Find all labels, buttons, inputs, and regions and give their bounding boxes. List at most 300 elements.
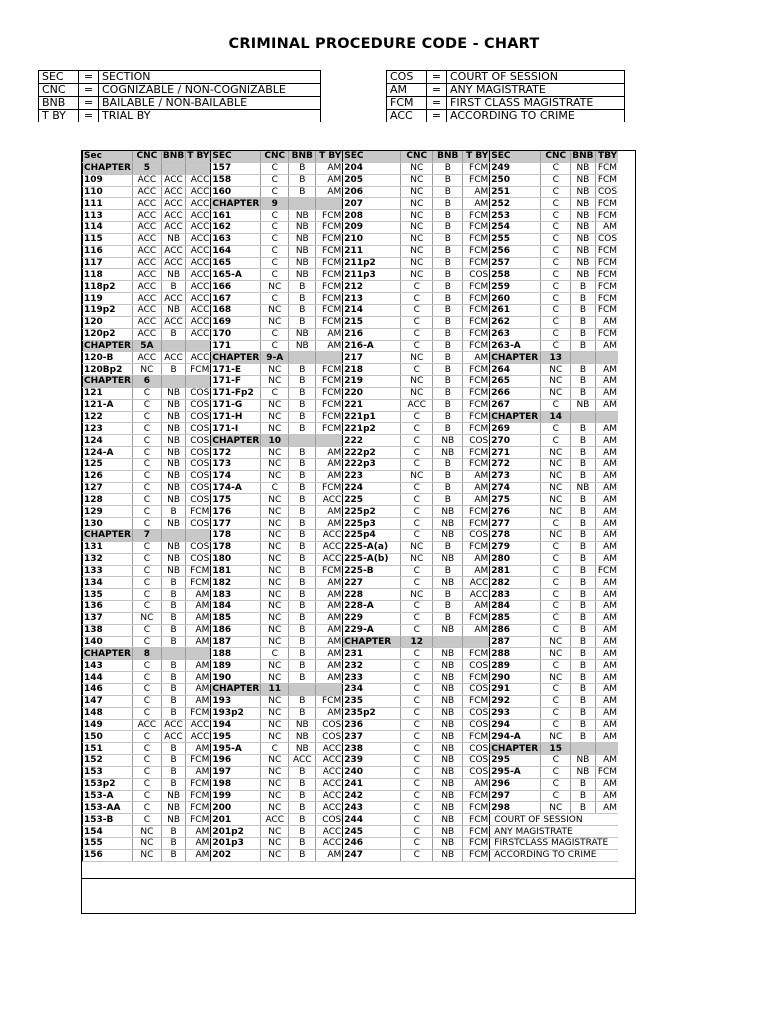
bnb-cell: B bbox=[433, 174, 463, 186]
bnb-cell: B bbox=[571, 612, 595, 624]
table-row bbox=[83, 376, 619, 388]
column-header: SEC bbox=[343, 151, 401, 162]
trial-by-cell: AM bbox=[595, 340, 618, 352]
section-cell: 119p2 bbox=[83, 304, 133, 316]
cnc-cell: ACC bbox=[132, 257, 161, 269]
trial-by-cell: AM bbox=[186, 766, 211, 778]
section-cell: 121 bbox=[83, 387, 133, 399]
section-cell: 202 bbox=[211, 849, 261, 861]
bnb-cell: B bbox=[571, 304, 595, 316]
trial-by-cell: AM bbox=[595, 553, 618, 565]
bnb-cell: NB bbox=[571, 482, 595, 494]
section-cell: 249 bbox=[490, 162, 541, 174]
section-cell: 110 bbox=[83, 186, 133, 198]
bnb-cell: NB bbox=[433, 624, 463, 636]
table-row bbox=[83, 601, 619, 613]
cnc-cell: C bbox=[541, 210, 571, 222]
trial-by-cell: FCM bbox=[595, 269, 618, 281]
cnc-cell: ACC bbox=[132, 328, 161, 340]
cnc-cell: NC bbox=[261, 790, 289, 802]
cnc-cell: NC bbox=[261, 541, 289, 553]
cnc-cell: C bbox=[132, 672, 161, 684]
legend-row bbox=[387, 71, 625, 84]
bnb-cell: B bbox=[571, 387, 595, 399]
bnb-cell: NB bbox=[161, 269, 185, 281]
section-cell: 266 bbox=[490, 387, 541, 399]
bnb-cell: NB bbox=[571, 269, 595, 281]
legend-equals: = bbox=[79, 110, 99, 123]
cnc-cell: NC bbox=[261, 731, 289, 743]
trial-by-cell: AM bbox=[316, 447, 343, 459]
cnc-cell: NC bbox=[261, 411, 289, 423]
section-cell: 150 bbox=[83, 731, 133, 743]
cnc-cell: C bbox=[261, 233, 289, 245]
cnc-cell: NC bbox=[261, 304, 289, 316]
trial-by-cell: AM bbox=[186, 589, 211, 601]
chapter-cell: CHAPTER bbox=[212, 684, 260, 695]
section-cell: 291 bbox=[490, 683, 541, 695]
section-cell: 293 bbox=[490, 707, 541, 719]
section-cell: 257 bbox=[490, 257, 541, 269]
cnc-cell: C bbox=[541, 423, 571, 435]
cnc-cell: C bbox=[132, 387, 161, 399]
bnb-cell: B bbox=[289, 541, 316, 553]
cnc-cell: C bbox=[541, 755, 571, 767]
bnb-cell: B bbox=[289, 695, 316, 707]
cnc-cell: C bbox=[401, 778, 433, 790]
legend-equals: = bbox=[427, 97, 447, 110]
table-row bbox=[83, 352, 619, 364]
trial-by-cell: AM bbox=[316, 660, 343, 672]
cnc-cell: C bbox=[132, 541, 161, 553]
cnc-cell: C bbox=[401, 660, 433, 672]
cnc-cell: ACC bbox=[132, 222, 161, 234]
trial-by-cell: FCM bbox=[316, 304, 343, 316]
bnb-cell: B bbox=[289, 364, 316, 376]
section-cell: 235p2 bbox=[343, 707, 401, 719]
trial-by-cell: ACC bbox=[186, 316, 211, 328]
cnc-cell: C bbox=[132, 814, 161, 826]
section-cell: 111 bbox=[83, 198, 133, 210]
cnc-cell: C bbox=[401, 577, 433, 589]
trial-by-cell: FCM bbox=[316, 565, 343, 577]
table-row bbox=[83, 755, 619, 767]
bnb-cell: B bbox=[161, 506, 185, 518]
bnb-cell: NB bbox=[433, 577, 463, 589]
chapter-cell: 5A bbox=[132, 340, 161, 352]
bnb-cell: B bbox=[161, 364, 185, 376]
bnb-cell: B bbox=[289, 601, 316, 613]
section-cell: 154 bbox=[83, 826, 133, 838]
bnb-cell: B bbox=[433, 222, 463, 234]
section-cell: 173 bbox=[211, 458, 261, 470]
trial-by-cell: FCM bbox=[463, 612, 490, 624]
cnc-cell: ACC bbox=[401, 399, 433, 411]
section-cell: 162 bbox=[211, 222, 261, 234]
bnb-cell: B bbox=[289, 423, 316, 435]
section-cell: 196 bbox=[211, 755, 261, 767]
chapter-cell bbox=[161, 530, 185, 542]
cnc-cell: C bbox=[401, 328, 433, 340]
bnb-cell: B bbox=[571, 470, 595, 482]
cnc-cell: ACC bbox=[132, 281, 161, 293]
bnb-cell: B bbox=[161, 743, 185, 755]
bnb-cell: ACC bbox=[161, 731, 185, 743]
legend-meaning: BAILABLE / NON-BAILABLE bbox=[99, 97, 321, 110]
cnc-cell: NC bbox=[401, 257, 433, 269]
cnc-cell: C bbox=[261, 162, 289, 174]
section-cell: 229 bbox=[343, 612, 401, 624]
section-cell: 168 bbox=[211, 304, 261, 316]
table-row bbox=[83, 707, 619, 719]
section-cell: 209 bbox=[343, 222, 401, 234]
section-cell: 130 bbox=[83, 518, 133, 530]
chapter-cell bbox=[316, 435, 343, 447]
section-cell: 190 bbox=[211, 672, 261, 684]
legend-meaning: ANY MAGISTRATE bbox=[447, 84, 625, 97]
bnb-cell: B bbox=[571, 648, 595, 660]
bnb-cell: NB bbox=[433, 553, 463, 565]
bnb-cell: NB bbox=[289, 328, 316, 340]
bnb-cell: B bbox=[161, 766, 185, 778]
section-cell: 193 bbox=[211, 695, 261, 707]
trial-by-cell: FCM bbox=[316, 399, 343, 411]
bnb-cell: B bbox=[289, 636, 316, 648]
cnc-cell: NC bbox=[541, 364, 571, 376]
trial-by-cell: ACC bbox=[186, 269, 211, 281]
cnc-cell: NC bbox=[401, 589, 433, 601]
cnc-cell: C bbox=[541, 233, 571, 245]
chapter-cell bbox=[186, 376, 211, 388]
cnc-cell: C bbox=[401, 601, 433, 613]
trial-by-cell: COS bbox=[186, 470, 211, 482]
chapter-cell: CHAPTER bbox=[84, 648, 131, 659]
chapter-cell: 14 bbox=[541, 411, 571, 423]
bnb-cell: B bbox=[571, 423, 595, 435]
cnc-cell: NC bbox=[261, 826, 289, 838]
bnb-cell: NB bbox=[289, 340, 316, 352]
trial-by-cell: COS bbox=[463, 269, 490, 281]
section-cell: 243 bbox=[343, 802, 401, 814]
blank-footer-box bbox=[82, 878, 635, 914]
cnc-cell: C bbox=[401, 411, 433, 423]
bnb-cell: B bbox=[433, 364, 463, 376]
cnc-cell: NC bbox=[261, 837, 289, 849]
trial-by-cell: AM bbox=[463, 601, 490, 613]
cnc-cell: ACC bbox=[132, 174, 161, 186]
footnote-cell: FIRSTCLASS MAGISTRATE bbox=[490, 837, 618, 849]
cnc-cell: C bbox=[401, 340, 433, 352]
cnc-cell: C bbox=[261, 174, 289, 186]
section-cell: 214 bbox=[343, 304, 401, 316]
section-cell: 211 bbox=[343, 245, 401, 257]
bnb-cell: ACC bbox=[161, 186, 185, 198]
table-row bbox=[83, 624, 619, 636]
trial-by-cell: FCM bbox=[463, 210, 490, 222]
cnc-cell: C bbox=[541, 565, 571, 577]
bnb-cell: B bbox=[433, 399, 463, 411]
bnb-cell: NB bbox=[289, 210, 316, 222]
bnb-cell: B bbox=[571, 802, 595, 814]
cnc-cell: NC bbox=[541, 648, 571, 660]
trial-by-cell: ACC bbox=[186, 352, 211, 364]
trial-by-cell: AM bbox=[316, 707, 343, 719]
trial-by-cell: COS bbox=[463, 435, 490, 447]
section-cell: 125 bbox=[83, 458, 133, 470]
section-cell: 120 bbox=[83, 316, 133, 328]
cnc-cell: C bbox=[132, 766, 161, 778]
bnb-cell: B bbox=[289, 553, 316, 565]
cnc-cell: C bbox=[132, 589, 161, 601]
cnc-cell: NC bbox=[401, 174, 433, 186]
section-cell: 271 bbox=[490, 447, 541, 459]
bnb-cell: NB bbox=[433, 778, 463, 790]
section-cell: 114 bbox=[83, 222, 133, 234]
trial-by-cell: FCM bbox=[186, 707, 211, 719]
cnc-cell: C bbox=[401, 482, 433, 494]
table-row bbox=[83, 423, 619, 435]
legend-meaning: ACCORDING TO CRIME bbox=[447, 110, 625, 123]
bnb-cell: NB bbox=[433, 506, 463, 518]
cnc-cell: NC bbox=[261, 364, 289, 376]
bnb-cell: B bbox=[289, 399, 316, 411]
table-row bbox=[83, 518, 619, 530]
trial-by-cell: FCM bbox=[463, 257, 490, 269]
bnb-cell: B bbox=[289, 624, 316, 636]
section-cell: 183 bbox=[211, 589, 261, 601]
trial-by-cell: FCM bbox=[595, 293, 618, 305]
section-cell: 218 bbox=[343, 364, 401, 376]
trial-by-cell: AM bbox=[595, 707, 618, 719]
section-cell: 184 bbox=[211, 601, 261, 613]
cnc-cell: C bbox=[132, 624, 161, 636]
section-cell: 199 bbox=[211, 790, 261, 802]
cnc-cell: NC bbox=[261, 589, 289, 601]
trial-by-cell: COS bbox=[595, 233, 618, 245]
cnc-cell: C bbox=[401, 530, 433, 542]
section-cell: 118p2 bbox=[83, 281, 133, 293]
bnb-cell: B bbox=[289, 293, 316, 305]
bnb-cell: B bbox=[289, 660, 316, 672]
bnb-cell: NB bbox=[433, 530, 463, 542]
bnb-cell: NB bbox=[433, 790, 463, 802]
section-cell: 171-I bbox=[211, 423, 261, 435]
trial-by-cell: FCM bbox=[316, 210, 343, 222]
cnc-cell: C bbox=[261, 269, 289, 281]
section-cell: 201p3 bbox=[211, 837, 261, 849]
chapter-cell: 7 bbox=[132, 530, 161, 542]
cnc-cell: C bbox=[401, 494, 433, 506]
cnc-cell: C bbox=[541, 707, 571, 719]
trial-by-cell: FCM bbox=[463, 790, 490, 802]
table-row bbox=[83, 364, 619, 376]
section-cell: 124-A bbox=[83, 447, 133, 459]
bnb-cell: B bbox=[433, 411, 463, 423]
bnb-cell: B bbox=[289, 281, 316, 293]
trial-by-cell: COS bbox=[186, 447, 211, 459]
chapter-cell bbox=[595, 411, 618, 423]
legend-row bbox=[387, 110, 625, 123]
section-cell: 225p3 bbox=[343, 518, 401, 530]
bnb-cell: B bbox=[161, 624, 185, 636]
table-row bbox=[83, 837, 619, 849]
bnb-cell: B bbox=[289, 530, 316, 542]
section-cell: 219 bbox=[343, 376, 401, 388]
trial-by-cell: AM bbox=[595, 683, 618, 695]
bnb-cell: NB bbox=[433, 435, 463, 447]
table-row bbox=[83, 565, 619, 577]
trial-by-cell: FCM bbox=[463, 731, 490, 743]
trial-by-cell: AM bbox=[595, 364, 618, 376]
cnc-cell: NC bbox=[132, 837, 161, 849]
section-cell: 241 bbox=[343, 778, 401, 790]
trial-by-cell: COS bbox=[186, 458, 211, 470]
section-cell: 220 bbox=[343, 387, 401, 399]
chapter-cell: 9 bbox=[261, 198, 289, 210]
table-row bbox=[83, 849, 619, 861]
bnb-cell: B bbox=[433, 245, 463, 257]
cnc-cell: C bbox=[401, 731, 433, 743]
bnb-cell: B bbox=[161, 660, 185, 672]
cnc-cell: C bbox=[541, 340, 571, 352]
section-cell: 153-A bbox=[83, 790, 133, 802]
cnc-cell: C bbox=[132, 506, 161, 518]
cnc-cell: NC bbox=[132, 826, 161, 838]
cnc-cell: NC bbox=[261, 458, 289, 470]
bnb-cell: ACC bbox=[161, 719, 185, 731]
section-cell: 263-A bbox=[490, 340, 541, 352]
bnb-cell: B bbox=[571, 447, 595, 459]
trial-by-cell: ACC bbox=[186, 328, 211, 340]
trial-by-cell: AM bbox=[595, 423, 618, 435]
cnc-cell: C bbox=[261, 387, 289, 399]
cnc-cell: C bbox=[541, 541, 571, 553]
bnb-cell: B bbox=[289, 518, 316, 530]
bnb-cell: B bbox=[289, 304, 316, 316]
chapter-cell: CHAPTER bbox=[84, 376, 131, 387]
legend-abbr: BNB bbox=[39, 97, 79, 110]
section-cell: 153p2 bbox=[83, 778, 133, 790]
legend-abbr: T BY bbox=[39, 110, 79, 123]
bnb-cell: B bbox=[161, 328, 185, 340]
chapter-cell bbox=[289, 198, 316, 210]
footnote-cell: COURT OF SESSION bbox=[490, 814, 618, 826]
cnc-cell: NC bbox=[261, 636, 289, 648]
section-cell: 195 bbox=[211, 731, 261, 743]
trial-by-cell: FCM bbox=[463, 826, 490, 838]
cnc-cell: NC bbox=[261, 399, 289, 411]
section-cell: 208 bbox=[343, 210, 401, 222]
trial-by-cell: FCM bbox=[463, 328, 490, 340]
bnb-cell: B bbox=[289, 648, 316, 660]
section-cell: 265 bbox=[490, 376, 541, 388]
section-cell: 224 bbox=[343, 482, 401, 494]
trial-by-cell: AM bbox=[595, 316, 618, 328]
bnb-cell: B bbox=[571, 695, 595, 707]
trial-by-cell: AM bbox=[595, 755, 618, 767]
trial-by-cell: AM bbox=[316, 648, 343, 660]
section-cell: 207 bbox=[343, 198, 401, 210]
trial-by-cell: AM bbox=[316, 458, 343, 470]
trial-by-cell: ACC bbox=[186, 719, 211, 731]
chapter-cell bbox=[161, 340, 185, 352]
section-cell: 237 bbox=[343, 731, 401, 743]
cnc-cell: C bbox=[401, 281, 433, 293]
column-header: TBY bbox=[595, 151, 618, 162]
trial-by-cell: AM bbox=[186, 826, 211, 838]
cnc-cell: NC bbox=[401, 210, 433, 222]
cnc-cell: ACC bbox=[132, 316, 161, 328]
trial-by-cell: FCM bbox=[316, 245, 343, 257]
bnb-cell: B bbox=[433, 233, 463, 245]
section-cell: 152 bbox=[83, 755, 133, 767]
cnc-cell: C bbox=[401, 518, 433, 530]
bnb-cell: NB bbox=[289, 257, 316, 269]
section-cell: 239 bbox=[343, 755, 401, 767]
chapter-cell: 15 bbox=[541, 743, 571, 755]
section-cell: 295-A bbox=[490, 766, 541, 778]
trial-by-cell: AM bbox=[463, 565, 490, 577]
cnc-cell: NC bbox=[261, 565, 289, 577]
section-cell: 167 bbox=[211, 293, 261, 305]
cnc-cell: C bbox=[132, 553, 161, 565]
section-cell: 201 bbox=[211, 814, 261, 826]
cnc-cell: NC bbox=[541, 802, 571, 814]
cnc-cell: NC bbox=[401, 352, 433, 364]
cnc-cell: C bbox=[541, 695, 571, 707]
cnc-cell: C bbox=[541, 719, 571, 731]
trial-by-cell: FCM bbox=[463, 376, 490, 388]
bnb-cell: B bbox=[571, 719, 595, 731]
trial-by-cell: AM bbox=[186, 672, 211, 684]
chapter-cell bbox=[161, 648, 185, 660]
cnc-cell: C bbox=[541, 162, 571, 174]
legend-meaning: TRIAL BY bbox=[99, 110, 321, 123]
trial-by-cell: FCM bbox=[463, 233, 490, 245]
trial-by-cell: AM bbox=[595, 660, 618, 672]
trial-by-cell: AM bbox=[595, 435, 618, 447]
trial-by-cell: FCM bbox=[186, 565, 211, 577]
bnb-cell: ACC bbox=[161, 257, 185, 269]
bnb-cell: B bbox=[433, 304, 463, 316]
bnb-cell: B bbox=[161, 683, 185, 695]
table-header-row bbox=[83, 151, 619, 162]
trial-by-cell: COS bbox=[463, 683, 490, 695]
trial-by-cell: AM bbox=[595, 482, 618, 494]
trial-by-cell: AM bbox=[316, 174, 343, 186]
bnb-cell: NB bbox=[571, 766, 595, 778]
cnc-cell: C bbox=[541, 624, 571, 636]
bnb-cell: B bbox=[289, 376, 316, 388]
cnc-cell: C bbox=[541, 518, 571, 530]
cnc-cell: C bbox=[401, 672, 433, 684]
bnb-cell: B bbox=[433, 376, 463, 388]
bnb-cell: B bbox=[433, 186, 463, 198]
section-cell: 177 bbox=[211, 518, 261, 530]
table-row bbox=[83, 826, 619, 838]
trial-by-cell: COS bbox=[463, 755, 490, 767]
cnc-cell: C bbox=[541, 577, 571, 589]
cnc-cell: NC bbox=[401, 162, 433, 174]
bnb-cell: B bbox=[289, 494, 316, 506]
section-cell: 273 bbox=[490, 470, 541, 482]
section-cell: 121-A bbox=[83, 399, 133, 411]
table-row bbox=[83, 198, 619, 210]
footnote-cell: ACCORDING TO CRIME bbox=[490, 849, 618, 861]
section-cell: 135 bbox=[83, 589, 133, 601]
chapter-cell: CHAPTER bbox=[84, 530, 131, 541]
bnb-cell: B bbox=[571, 731, 595, 743]
